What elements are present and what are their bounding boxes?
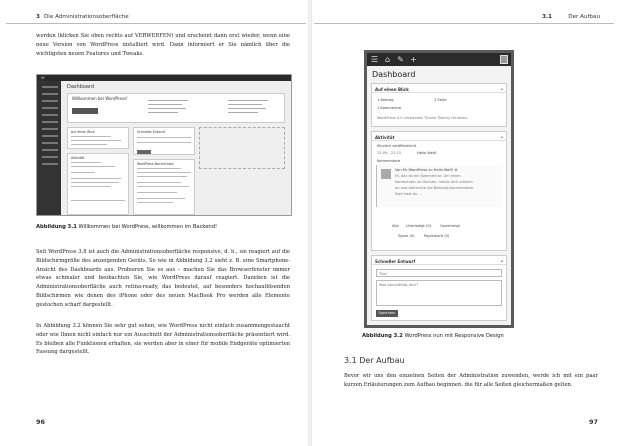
draft-title-input[interactable]: Titel [376,269,502,277]
theme-line: WordPress 4.0 verwendet Theme Twenty Fourteen. [377,116,469,120]
right-page [314,4,614,440]
screen-title: Dashboard [67,84,95,90]
section-title: Der Aufbau [568,14,600,20]
chapter-title: Die Administrationsoberfläche [44,14,129,20]
add-new-icon: + [410,55,417,64]
figure-caption [362,333,504,339]
mobile-admin-bar [367,53,511,66]
admin-sidebar [37,81,61,215]
filter-trash-link[interactable]: Papierkorb (0) [424,234,450,238]
chapter-number: 3 [36,14,40,20]
activity-box: Aktivität [67,153,129,215]
paragraph: werden (klicken Sie oben rechts auf VERWERFEN) und erscheint dann erst wieder, wenn eine neue Version von WordPress installiert wird. Dann informiert er Sie nämlich über die wichtigsten neuen Features und Tweaks. [36,33,290,57]
draft-content-input[interactable]: Was beschäftigt dich? [376,280,502,306]
comments-label: Kommentare [377,159,401,163]
caption-label: Abbildung 3.1 [36,224,77,230]
dashboard-screenshot [36,74,292,216]
draft-title: Schneller Entwurf [375,258,416,264]
comment-item: Von Mr WordPress zu Hallo Welt! # Hi, das ist ein Kommentar. Um einen Kommentar zu löschen, melde dich einfach an und betrachte die Beitrags-Kommentare. Dort hast du ... [376,165,502,207]
save-button[interactable]: Speichern [376,310,398,317]
caption-label: Abbildung 3.2 [362,333,403,339]
filter-approved-link[interactable]: Genehmigt [440,224,460,228]
filter-spam-link[interactable]: Spam (0) [398,234,415,238]
running-head [314,12,614,24]
customize-button [72,108,98,114]
collapse-icon: ▴ [500,134,503,139]
admin-content [61,81,291,215]
activity-box [371,131,507,251]
section-heading: 3.1 Der Aufbau [344,356,405,365]
recent-label: Kürzlich veröffentlicht [377,144,417,148]
avatar [500,55,508,64]
page-number: 97 [588,418,598,426]
post-count: 1 Beitrag [377,98,394,102]
left-page [6,4,306,440]
paragraph: Bevor wir uns den einzelnen Seiten der Administration zuwenden, werde ich mit ein paar kurzen Erläuterungen zum Aufbau beginnen, die für alle Seiten gleichermaßen gelten. [344,373,598,388]
filter-all-link[interactable]: Alle [392,224,399,228]
caption-text: Willkommen bei WordPress, willkommen im Backend! [78,224,218,230]
running-head [6,12,306,24]
wordpress-logo-icon: W [41,75,45,80]
quick-draft-box: Schneller Entwurf [133,127,195,155]
filter-pending-link[interactable]: Unerledigt (0) [406,224,432,228]
page-count: 1 Seite [434,98,447,102]
commenter-avatar [381,169,391,179]
news-box: WordPress-Nachrichten [133,159,195,215]
page-number: 96 [36,418,46,426]
book-gutter [308,0,312,446]
collapse-icon: ▴ [500,258,503,263]
comment-icon: ✎ [397,55,404,64]
collapse-icon: ▴ [500,86,503,91]
glance-box: Auf einen Blick [67,127,129,149]
post-date: 23.09., 22:15 [377,151,402,155]
post-link[interactable]: Hallo Welt! [417,151,437,155]
activity-title: Aktivität [375,134,395,140]
empty-widget-area [199,127,285,169]
caption-text: WordPress nun mit Responsive Design [404,333,504,339]
comment-count: 1 Kommentar [377,106,402,110]
glance-box [371,83,507,127]
paragraph: Seit WordPress 3.8 ist auch die Administrationsoberfläche responsive, d. h., sie reagiert auf die Bildschirmgröße des anzeigenden Geräts. So wie in Abbildung 3.2 sieht z. B. eine Smartphone-Ansicht des Dashboards aus. Probieren Sie es aus – machen Sie das Browserfenster immer etwas schmaler und beobachten Sie, wie WordPress darauf reagiert. Daneben ist die Administrationsoberfläche auch retina-ready, das bedeutet, auf besonders hochauflösenden Bildschirmen wie denen des iPhone oder des neuen MacBook Pro werden alle Elemente gestochen scharf dargestellt. [36,249,290,308]
welcome-title: Willkommen bei WordPress! [72,96,128,101]
mobile-dashboard-screenshot [364,50,514,328]
home-icon: ⌂ [384,55,391,64]
quick-draft-box [371,255,507,321]
paragraph: In Abbildung 3.2 können Sie sehr gut sehen, wie WordPress nicht einfach zusammengestaucht oder wie Ihnen nicht einfach nur ein Ausschnitt der Administrationsoberfläche präsentiert wird. Es bleiben alle Funktionen erhalten, sie werden aber in einer für mobile Endgeräte optimierten Fassung dargestellt. [36,323,290,356]
figure-caption [36,224,217,230]
menu-icon: ☰ [370,55,379,64]
glance-title: Auf einen Blick [375,86,409,92]
dashboard-title: Dashboard [372,70,416,79]
section-number: 3.1 [542,14,552,20]
welcome-panel [67,93,285,123]
